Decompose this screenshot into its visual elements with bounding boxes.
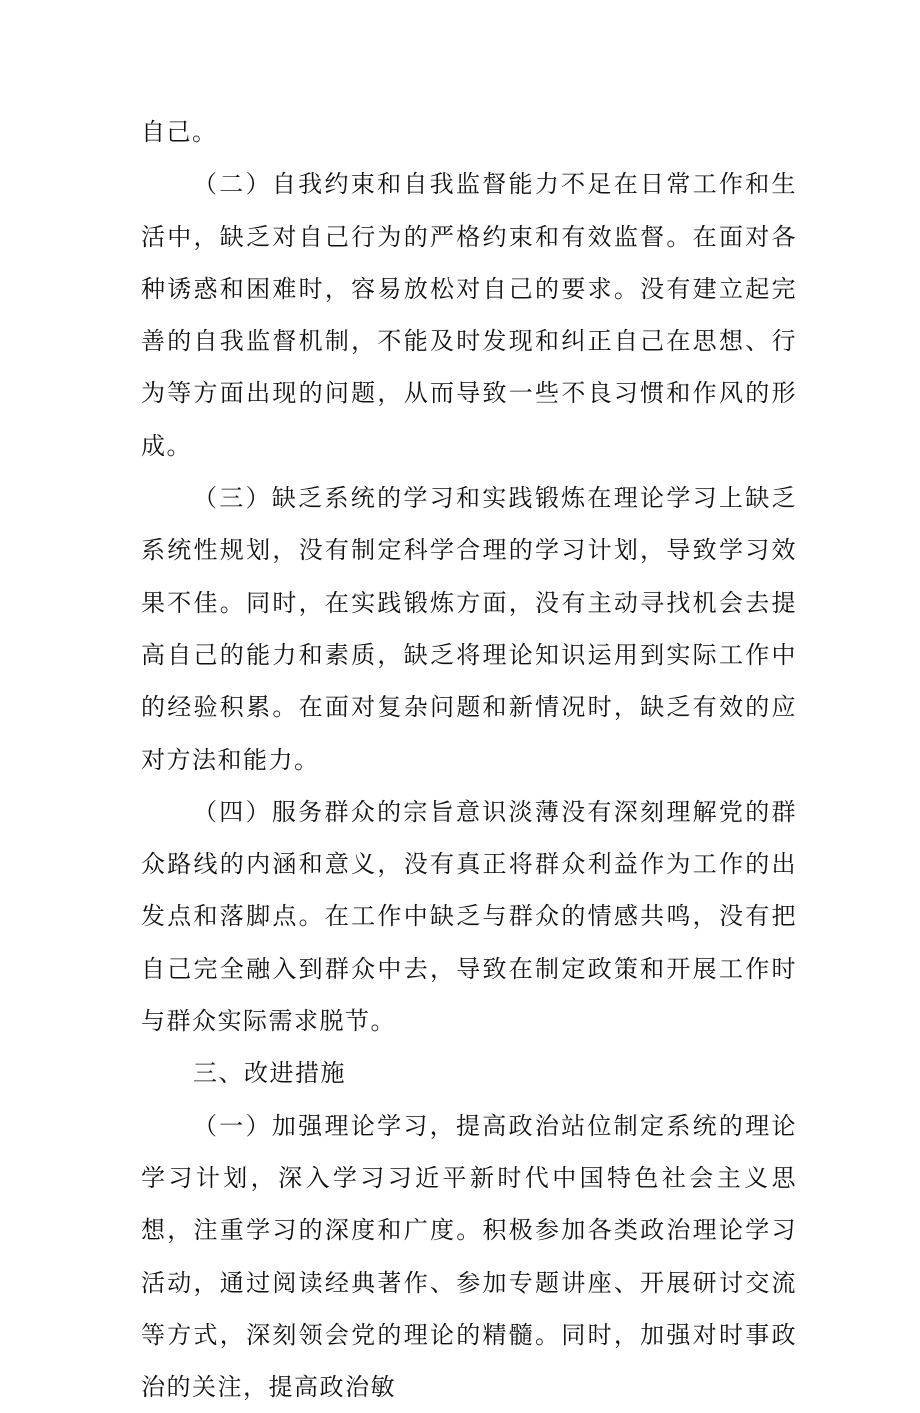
paragraph-systematic-learning: （三）缺乏系统的学习和实践锻炼在理论学习上缺乏系统性规划，没有制定科学合理的学习计划，导致学习效果不佳。同时，在实践锻炼方面，没有主动寻找机会去提高自己的能力和素质，缺乏将理论知识运用到实际工作中的经验积累。在面对复杂问题和新情况时，缺乏有效的应对方法和能力。 (141, 484, 797, 774)
paragraph-self-discipline: （二）自我约束和自我监督能力不足在日常工作和生活中，缺乏对自己行为的严格约束和有效监督。在面对各种诱惑和困难时，容易放松对自己的要求。没有建立起完善的自我监督机制，不能及时发现和纠正自己在思想、行为等方面出现的问题，从而导致一些不良习惯和作风的形成。 (141, 170, 797, 460)
paragraph-continuation: 自己。 (141, 118, 218, 146)
paragraph-serving-masses: （四）服务群众的宗旨意识淡薄没有深刻理解党的群众路线的内涵和意义，没有真正将群众利益作为工作的出发点和落脚点。在工作中缺乏与群众的情感共鸣，没有把自己完全融入到群众中去，导致在制定政策和开展工作时与群众实际需求脱节。 (141, 797, 797, 1036)
document-page (141, 106, 797, 1413)
section-heading-improvement-measures: 三、改进措施 (193, 1059, 346, 1088)
paragraph-theory-study: （一）加强理论学习，提高政治站位制定系统的理论学习计划，深入学习习近平新时代中国特色社会主义思想，注重学习的深度和广度。积极参加各类政治理论学习活动，通过阅读经典著作、参加专题讲座、开展研讨交流等方式，深刻领会党的理论的精髓。同时，加强对时事政治的关注，提高政治敏 (141, 1111, 797, 1402)
